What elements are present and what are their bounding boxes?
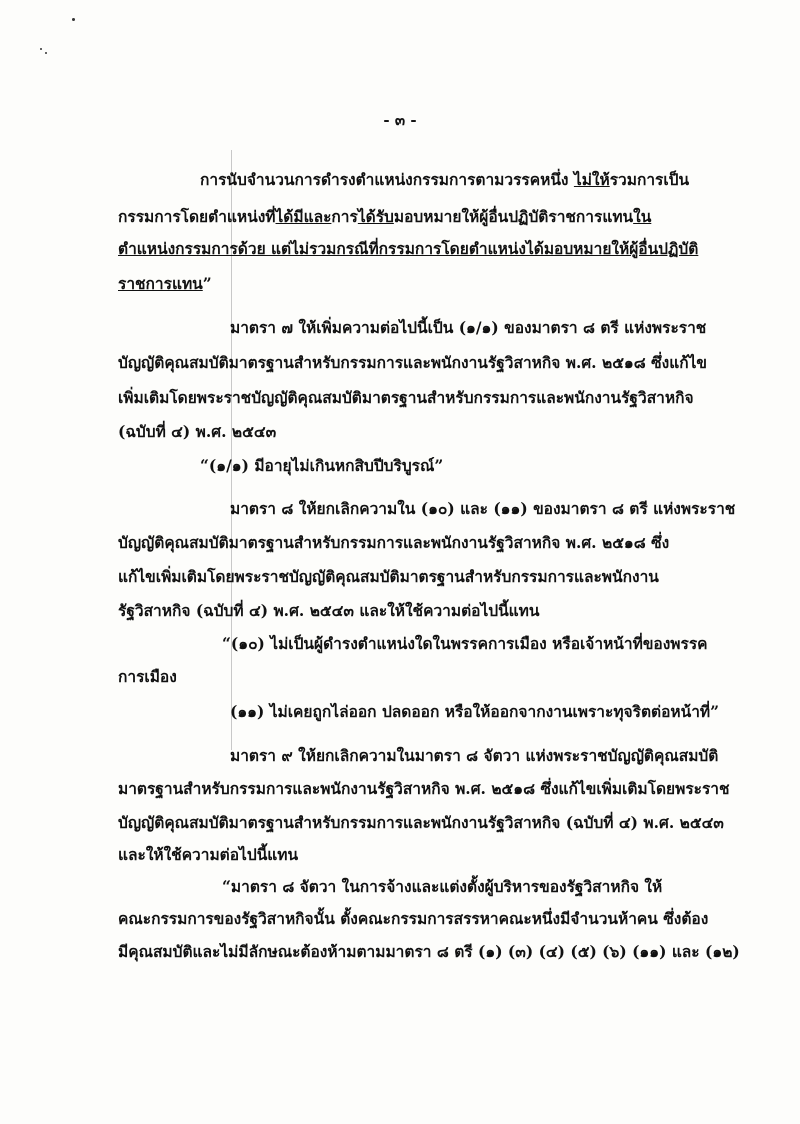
p1-line-1 bbox=[200, 170, 689, 190]
scan-speck bbox=[45, 52, 47, 54]
underlined-text: ได้รับ bbox=[357, 207, 394, 226]
p2-line-3: เพิ่มเติมโดยพระราชบัญญัติคุณสมบัติมาตรฐานสำหรับกรรมการและพนักงานรัฐวิสาหกิจ bbox=[118, 388, 694, 407]
p3-line-5: “(๑๐) ไม่เป็นผู้ดำรงตำแหน่งใดในพรรคการเมือง หรือเจ้าหน้าที่ของพรรค bbox=[222, 634, 708, 653]
p2-line-1: มาตรา ๗ ให้เพิ่มความต่อไปนี้เป็น (๑/๑) ของมาตรา ๘ ตรี แห่งพระราช bbox=[230, 318, 707, 337]
text-run: การนับจำนวนการดำรงตำแหน่งกรรมการตามวรรคหนึ่ง bbox=[200, 170, 574, 189]
p3-line-3: แก้ไขเพิ่มเติมโดยพระราชบัญญัติคุณสมบัติมาตรฐานสำหรับกรรมการและพนักงาน bbox=[118, 567, 659, 586]
text-run: ” bbox=[202, 274, 212, 293]
p4-line-3: บัญญัติคุณสมบัติมาตรฐานสำหรับกรรมการและพนักงานรัฐวิสาหกิจ (ฉบับที่ ๔) พ.ศ. ๒๕๔๓ bbox=[118, 813, 724, 832]
p3-line-2: บัญญัติคุณสมบัติมาตรฐานสำหรับกรรมการและพนักงานรัฐวิสาหกิจ พ.ศ. ๒๕๑๘ ซึ่ง bbox=[118, 533, 670, 552]
p2-line-2: บัญญัติคุณสมบัติมาตรฐานสำหรับกรรมการและพนักงานรัฐวิสาหกิจ พ.ศ. ๒๕๑๘ ซึ่งแก้ไข bbox=[118, 353, 707, 372]
underlined-text: ได้มีและ bbox=[275, 207, 332, 226]
p1-line-2 bbox=[118, 207, 651, 227]
p4-line-7: มีคุณสมบัติและไม่มีลักษณะต้องห้ามตามมาตรา ๘ ตรี (๑) (๓) (๔) (๕) (๖) (๑๑) และ (๑๒) bbox=[118, 942, 740, 961]
underlined-text: ราชการแทน bbox=[118, 274, 203, 293]
text-run: การ bbox=[331, 207, 358, 226]
p4-line-5: “มาตรา ๘ จัตวา ในการจ้างและแต่งตั้งผู้บริหารของรัฐวิสาหกิจ ให้ bbox=[222, 877, 663, 896]
underlined-text: ใน bbox=[633, 207, 652, 226]
p2-line-4: (ฉบับที่ ๔) พ.ศ. ๒๕๔๓ bbox=[118, 422, 277, 441]
p4-line-6: คณะกรรมการของรัฐวิสาหกิจนั้น ตั้งคณะกรรมการสรรหาคณะหนึ่งมีจำนวนห้าคน ซึ่งต้อง bbox=[118, 909, 709, 928]
p3-line-4: รัฐวิสาหกิจ (ฉบับที่ ๔) พ.ศ. ๒๕๔๓ และให้ใช้ความต่อไปนี้แทน bbox=[118, 601, 540, 620]
p3-line-6: การเมือง bbox=[118, 667, 177, 686]
p3-line-1: มาตรา ๘ ให้ยกเลิกความใน (๑๐) และ (๑๑) ของมาตรา ๘ ตรี แห่งพระราช bbox=[230, 499, 736, 518]
p1-line-4 bbox=[118, 274, 212, 294]
p4-line-1: มาตรา ๙ ให้ยกเลิกความในมาตรา ๘ จัตวา แห่งพระราชบัญญัติคุณสมบัติ bbox=[230, 746, 719, 765]
text-run: รวมการเป็น bbox=[609, 170, 690, 189]
page-number: - ๓ - bbox=[383, 111, 417, 129]
text-run: มอบหมายให้ผู้อื่นปฏิบัติราชการแทน bbox=[393, 207, 634, 226]
text-run: กรรมการโดยตำแหน่งที่ bbox=[118, 207, 276, 226]
p4-line-2: มาตรฐานสำหรับกรรมการและพนักงานรัฐวิสาหกิจ พ.ศ. ๒๕๑๘ ซึ่งแก้ไขเพิ่มเติมโดยพระราช bbox=[118, 779, 730, 798]
underlined-text: ไม่ให้ bbox=[573, 170, 610, 189]
p2-line-5: “(๑/๑) มีอายุไม่เกินหกสิบปีบริบูรณ์” bbox=[200, 456, 444, 475]
p1-line-3: ตำแหน่งกรรมการด้วย แต่ไม่รวมกรณีที่กรรมการโดยตำแหน่งได้มอบหมายให้ผู้อื่นปฏิบัติ bbox=[118, 239, 699, 258]
p4-line-4: และให้ใช้ความต่อไปนี้แทน bbox=[118, 845, 299, 864]
scan-speck bbox=[72, 18, 75, 21]
scan-speck bbox=[40, 48, 42, 50]
p3-line-7: (๑๑) ไม่เคยถูกไล่ออก ปลดออก หรือให้ออกจากงานเพราะทุจริตต่อหน้าที่” bbox=[230, 702, 720, 721]
